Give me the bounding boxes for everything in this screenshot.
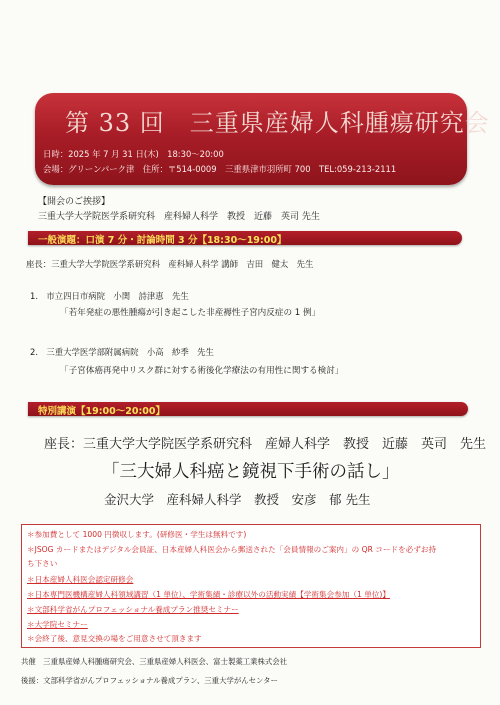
supporter-line: 後援：文部科学省がんプロフェッショナル養成プラン、三重大学がんセンター — [21, 676, 278, 685]
special-lecture-label: 特別講演【19:00～20:00】 — [38, 406, 165, 417]
note-item: ＊JSOG カードまたはデジタル会員証、日本産婦人科医会から郵送された「会員情報のご案内」の QR コードを必ずお持 — [27, 545, 437, 554]
opening-heading: 【開会のご挨拶】 — [38, 197, 111, 207]
talk-1-title: 「若年発症の悪性腫瘍が引き起こした非産褥性子宮内反症の 1 例」 — [60, 308, 321, 318]
talk-2-presenter: 2. 三重大学医学部附属病院 小高 紗季 先生 — [30, 347, 214, 357]
event-title: 第 33 回 三重県産婦人科腫瘍研究会 — [65, 109, 490, 137]
general-session-bar — [28, 231, 462, 245]
event-datetime: 日時：2025 年 7 月 31 日(木) 18:30～20:00 — [43, 149, 224, 159]
organizer-line: 共催 三重県産婦人科腫瘍研究会、三重県産婦人科医会、富士製薬工業株式会社 — [21, 657, 288, 666]
note-item: ＊日本専門医機構産婦人科領域講習（1 単位）、学術集績・診療以外の活動実績【学術集会参加（1 単位)】 — [27, 590, 390, 599]
special-speaker: 金沢大学 産科婦人科学 教授 安彦 郁 先生 — [104, 492, 371, 507]
notes-box — [21, 524, 481, 648]
note-item: ＊大学院セミナー — [27, 620, 88, 629]
note-item: ち下さい — [27, 559, 58, 568]
special-lecture-bar — [28, 402, 468, 416]
note-item: ＊参加費として 1000 円徴収します。(研修医・学生は無料です) — [27, 530, 247, 539]
note-item: ＊会終了後、意見交換の場をご用意させて頂きます — [27, 634, 202, 643]
talk-1-presenter: 1. 市立四日市病院 小関 詩津恵 先生 — [30, 291, 189, 301]
header-banner — [35, 93, 490, 185]
note-item: ＊日本産婦人科医会認定研修会 — [27, 575, 134, 584]
event-venue: 会場：グリーンパーク津 住所：〒514-0009 三重県津市羽所町 700 TEL:059-213-2111 — [43, 164, 397, 174]
special-lecture-title: 「三大婦人科癌と鏡視下手術の話し」 — [102, 462, 400, 482]
general-session-label: 一般演題：口演 7 分・討論時間 3 分【18:30～19:00】 — [38, 235, 287, 246]
talk-2-title: 「子宮体癌再発中リスク群に対する術後化学療法の有用性に関する検討」 — [60, 366, 344, 376]
note-item: ＊文部科学省がんプロフェッショナル養成プラン推奨セミナー — [27, 605, 239, 614]
opening-speaker: 三重大学大学院医学系研究科 産科婦人科学 教授 近藤 英司 先生 — [38, 212, 320, 222]
special-chair: 座長：三重大学大学院医学系研究科 産婦人科学 教授 近藤 英司 先生 — [44, 437, 487, 452]
general-chair: 座長：三重大学大学院医学系研究科 産科婦人科学 講師 吉田 健太 先生 — [26, 259, 314, 269]
